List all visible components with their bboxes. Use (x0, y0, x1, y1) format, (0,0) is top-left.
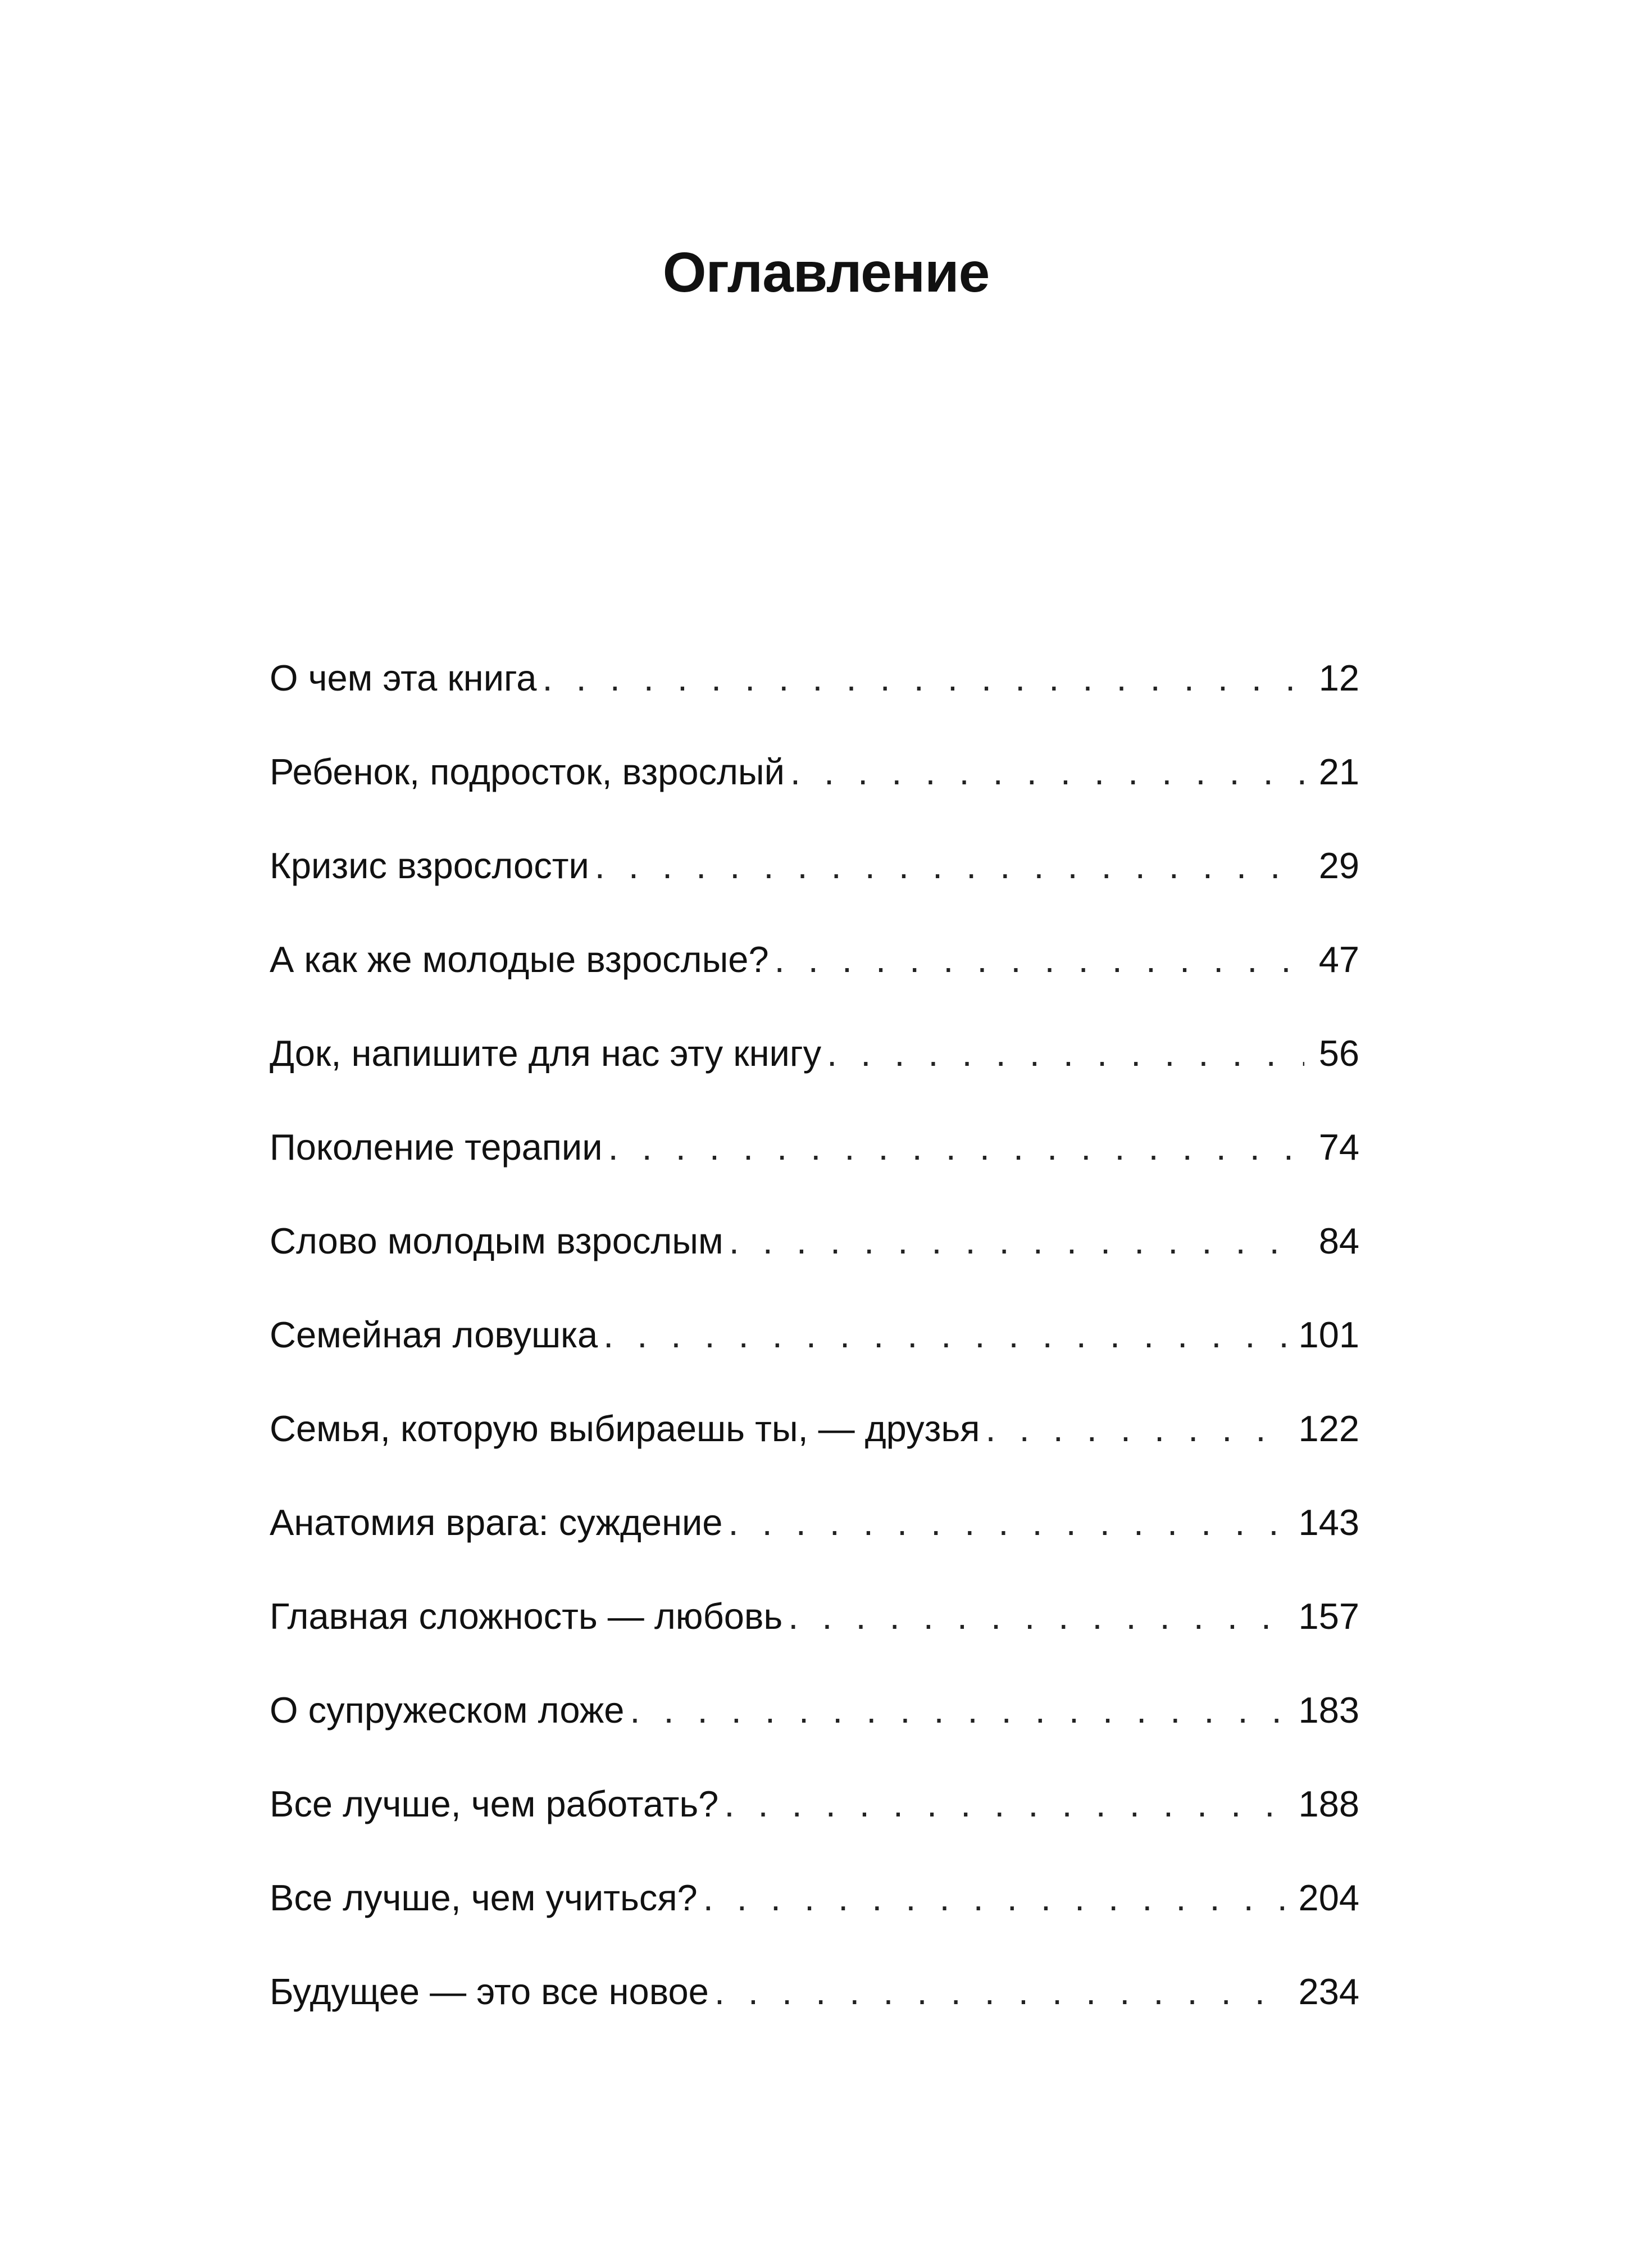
toc-entry-page: 204 (1298, 1877, 1359, 1918)
dot-leader (542, 636, 1304, 720)
toc-entry-label: Слово молодым взрослым (270, 1220, 723, 1261)
dot-leader (724, 1762, 1288, 1846)
dot-leader (630, 1668, 1288, 1752)
dot-leader (788, 1574, 1288, 1659)
toc-entry-page: 122 (1298, 1408, 1359, 1449)
toc-entry-label: Семья, которую выбираешь ты, — друзья (270, 1408, 980, 1449)
page-title: Оглавление (662, 241, 990, 304)
toc-entry-page: 234 (1298, 1971, 1359, 2012)
dot-leader (729, 1199, 1304, 1283)
toc-entry-label: А как же молодые взрослые? (270, 939, 769, 980)
dot-leader (595, 824, 1304, 908)
dot-leader (775, 918, 1304, 1002)
toc-entry (270, 824, 1359, 918)
dot-leader (728, 1480, 1288, 1565)
toc-entry (270, 1387, 1359, 1480)
toc-entry-label: О чем эта книга (270, 657, 537, 698)
toc-entry-label: Док, напишите для нас эту книгу (270, 1033, 822, 1074)
toc-entry-label: Поколение терапии (270, 1127, 603, 1168)
toc-entry-label: Все лучше, чем учиться? (270, 1877, 698, 1918)
toc-entry (270, 1574, 1359, 1668)
toc-entry-label: Будущее — это все новое (270, 1971, 709, 2012)
toc-entry (270, 730, 1359, 824)
toc-entry-page: 56 (1318, 1033, 1359, 1074)
dot-leader (714, 1950, 1289, 2034)
toc-entry (270, 1011, 1359, 1105)
dot-leader (703, 1856, 1289, 1940)
toc-entry (270, 636, 1359, 730)
toc-entry-label: Главная сложность — любовь (270, 1596, 783, 1637)
toc-entry-page: 21 (1318, 751, 1359, 792)
dot-leader (827, 1011, 1304, 1096)
toc-entry-label: Ребенок, подросток, взрослый (270, 751, 785, 792)
toc-entry (270, 1105, 1359, 1199)
table-of-contents (270, 636, 1359, 2043)
toc-entry-label: Семейная ловушка (270, 1314, 598, 1355)
toc-entry (270, 1950, 1359, 2043)
toc-entry-label: Кризис взрослости (270, 845, 589, 886)
toc-entry-page: 12 (1318, 657, 1359, 698)
toc-entry-label: О супружеском ложе (270, 1690, 625, 1731)
toc-entry-page: 47 (1318, 939, 1359, 980)
toc-entry (270, 918, 1359, 1011)
toc-entry-page: 183 (1298, 1690, 1359, 1731)
dot-leader (985, 1387, 1288, 1471)
toc-entry (270, 1480, 1359, 1574)
toc-entry-page: 29 (1318, 845, 1359, 886)
dot-leader (790, 730, 1304, 814)
toc-entry (270, 1668, 1359, 1762)
toc-entry (270, 1199, 1359, 1293)
dot-leader (603, 1293, 1288, 1377)
toc-entry-page: 143 (1298, 1502, 1359, 1543)
toc-entry-label: Все лучше, чем работать? (270, 1783, 719, 1824)
toc-entry (270, 1856, 1359, 1950)
toc-entry-page: 157 (1298, 1596, 1359, 1637)
toc-entry-page: 84 (1318, 1220, 1359, 1261)
toc-entry (270, 1762, 1359, 1856)
toc-entry-label: Анатомия врага: суждение (270, 1502, 723, 1543)
toc-entry (270, 1293, 1359, 1387)
toc-entry-page: 101 (1298, 1314, 1359, 1355)
dot-leader (608, 1105, 1304, 1189)
toc-entry-page: 188 (1298, 1783, 1359, 1824)
toc-entry-page: 74 (1318, 1127, 1359, 1168)
